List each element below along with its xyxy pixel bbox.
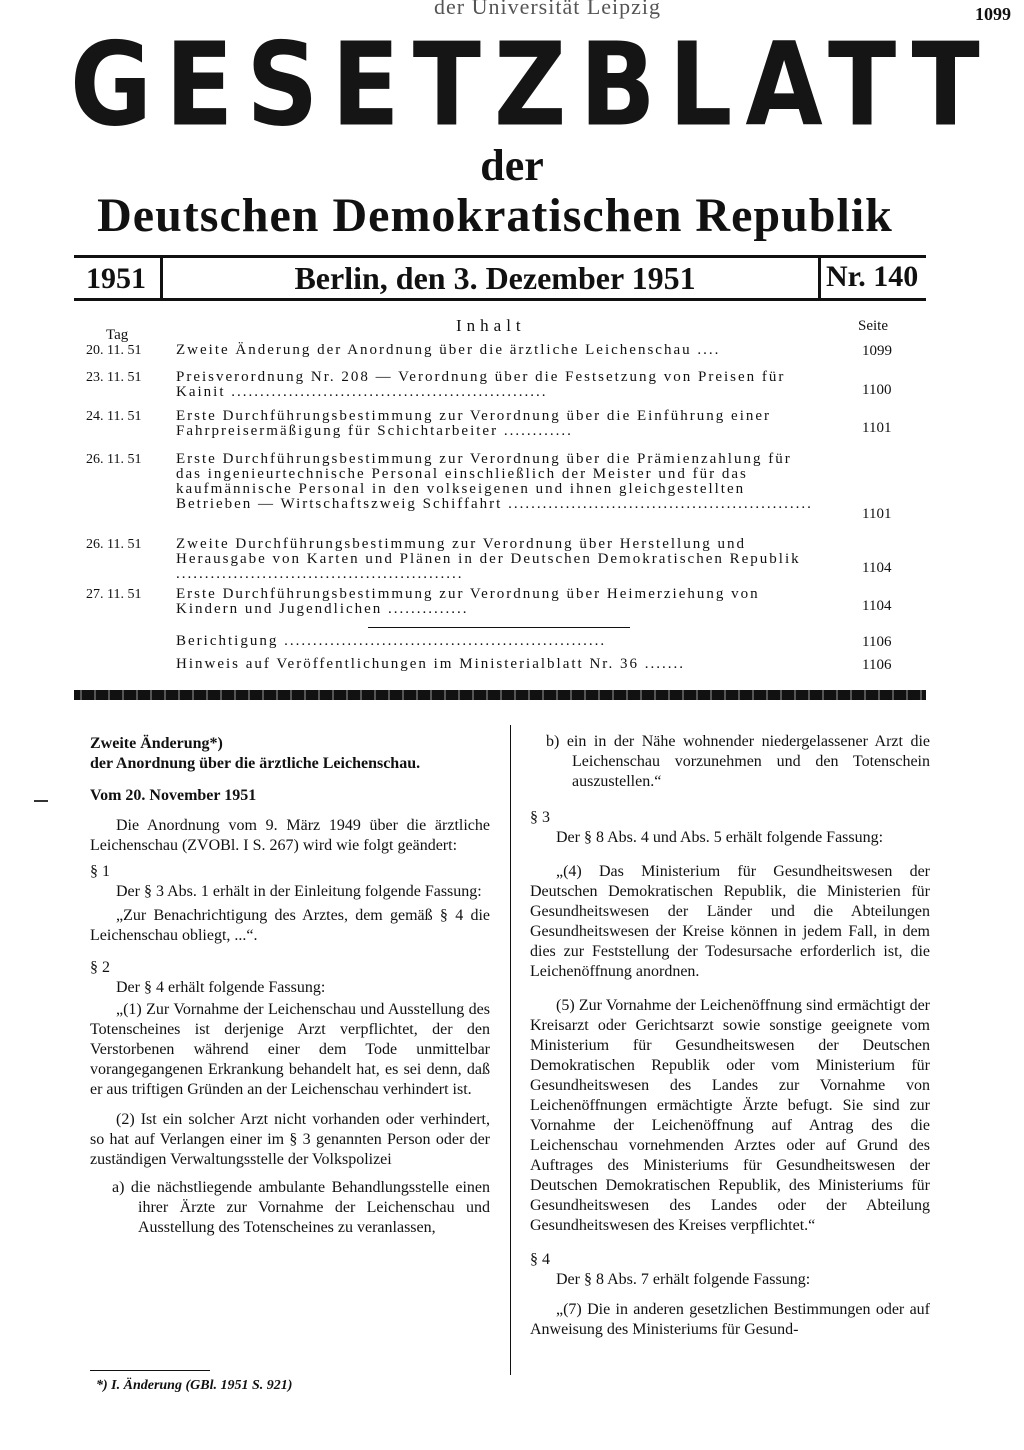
article-title-line2: der Anordnung über die ärztliche Leichenschau. bbox=[90, 755, 421, 772]
article-date: Vom 20. November 1951 bbox=[90, 787, 257, 804]
section-3-para-4: „(4) Das Ministerium für Gesundheitswesen der Deutschen Demokratischen Republik, die Ministerien für Gesundheitswesen der Länder und die Abteilungen Gesundheitswesen der Kreise können in jedem Fall, in dem dies zur Feststellung der Todesursache erforderlich ist, die Leichenöffnung anordnen. bbox=[530, 863, 930, 980]
toc-entry-title: Erste Durchführungsbestimmung zur Verordnung über Heimerziehung von Kindern und Jugendlichen .............. bbox=[176, 586, 760, 617]
section-3-text: Der § 8 Abs. 4 und Abs. 5 erhält folgende Fassung: bbox=[556, 829, 884, 846]
section-2-heading: § 2 bbox=[90, 959, 110, 976]
issue-year: 1951 bbox=[86, 262, 146, 295]
toc-entry-date: 27. 11. 51 bbox=[86, 587, 142, 602]
section-4-text: Der § 8 Abs. 7 erhält folgende Fassung: bbox=[556, 1271, 811, 1288]
page-number: 1099 bbox=[975, 4, 1011, 24]
header-rule-top bbox=[74, 255, 926, 258]
article-title-line1: Zweite Änderung*) bbox=[90, 735, 223, 752]
toc-entry-date: 20. 11. 51 bbox=[86, 343, 142, 358]
toc-entry-page: 1106 bbox=[862, 657, 892, 673]
toc-entry-title: Zweite Durchführungsbestimmung zur Verordnung über Herstellung und Herausgabe von Karten und Plänen in der Deutschen Demokratischen Republik .................................................. bbox=[176, 536, 801, 582]
section-3-para-5: (5) Zur Vornahme der Leichenöffnung sind ermächtigt der Kreisarzt oder Gerichtsarzt sowie sonstige geeignete vom Ministerium für Gesundheitswesen der Deutschen Demokratischen Republik oder vom Ministerium für Gesundheitswesen des Landes zur Vornahme von Leichenöffnungen ermächtigte Ärzte befugt. Sie sind zur Vornahme der Leichenöffnung auf Antrag des die Leichenschau vornehmenden Arztes oder auf Grund des Auftrages des Ministeriums für Gesundheitswesen der Deutschen Demokratischen Republik, des Ministeriums für Gesundheitswesen des Landes oder der Abteilung Gesundheitswesen des Kreises verpflichtet.“ bbox=[530, 997, 930, 1234]
toc-entry-date: 23. 11. 51 bbox=[86, 370, 142, 385]
toc-entry-title: Berichtigung ........................................................ bbox=[176, 633, 607, 649]
issue-number: Nr. 140 bbox=[826, 260, 919, 293]
toc-entry-page: 1104 bbox=[862, 598, 892, 614]
toc-col-tag: Tag bbox=[106, 327, 129, 343]
section-1-heading: § 1 bbox=[90, 863, 110, 880]
footnote: *) I. Änderung (GBl. 1951 S. 921) bbox=[96, 1378, 293, 1393]
issue-dateline: Berlin, den 3. Dezember 1951 bbox=[294, 260, 696, 296]
toc-entry-title: Erste Durchführungsbestimmung zur Verordnung über die Prämienzahlung für das ingenieurtechnische Personal einschließlich der Meister und für das kaufmännische Personal in den volkseigenen und ihnen gleichgestellten Betrieben — Wirtschaftszweig Schiffahrt ..................................................... bbox=[176, 451, 813, 512]
toc-entry-page: 1099 bbox=[862, 343, 892, 359]
toc-short-rule bbox=[368, 627, 630, 628]
toc-entry-title: Erste Durchführungsbestimmung zur Verordnung über die Einführung einer Fahrpreisermäßigung für Schichtarbeiter ............ bbox=[176, 408, 772, 439]
toc-entry-date: 26. 11. 51 bbox=[86, 452, 142, 467]
section-4-quote: „(7) Die in anderen gesetzlichen Bestimmungen oder auf Anweisung des Ministeriums für Gesund- bbox=[530, 1301, 930, 1338]
toc-entry-date: 26. 11. 51 bbox=[86, 537, 142, 552]
toc-entry-page: 1106 bbox=[862, 634, 892, 650]
section-2-item-a: a) die nächstliegende ambulante Behandlungsstelle einen ihrer Ärzte zur Vornahme der Leichenschau und Ausstellung des Totenscheines zu veranlassen, bbox=[112, 1179, 490, 1236]
toc-entry-title: Zweite Änderung der Anordnung über die ärztliche Leichenschau .... bbox=[176, 342, 721, 358]
margin-mark bbox=[34, 800, 48, 802]
toc-entry-page: 1101 bbox=[862, 506, 892, 522]
masthead-der: der bbox=[480, 141, 544, 190]
column-divider bbox=[510, 725, 511, 1375]
toc-entry-title: Hinweis auf Veröffentlichungen im Ministerialblatt Nr. 36 ....... bbox=[176, 656, 685, 672]
article-right-column bbox=[530, 732, 930, 1340]
footnote-rule bbox=[90, 1370, 210, 1371]
masthead-title: GESETZBLATT bbox=[70, 17, 993, 153]
toc-heading: Inhalt bbox=[456, 316, 526, 335]
header-divider-left bbox=[160, 255, 163, 300]
toc-entry-page: 1101 bbox=[862, 420, 892, 436]
article-left-column bbox=[90, 734, 490, 1238]
toc-entry-title: Preisverordnung Nr. 208 — Verordnung über die Festsetzung von Preisen für Kainit ....................................................... bbox=[176, 369, 786, 400]
library-stamp: der Universität Leipzig bbox=[434, 0, 662, 19]
section-2-text: Der § 4 erhält folgende Fassung: bbox=[116, 979, 326, 996]
masthead-republik: Deutschen Demokratischen Republik bbox=[97, 189, 893, 242]
toc-entry-date: 24. 11. 51 bbox=[86, 409, 142, 424]
toc-entry-page: 1104 bbox=[862, 560, 892, 576]
section-2-item-b: b) ein in der Nähe wohnender niedergelassener Arzt die Leichenschau vorzunehmen und den Totenschein auszustellen.“ bbox=[546, 733, 930, 790]
toc-separator-band bbox=[74, 690, 926, 700]
toc-entry-page: 1100 bbox=[862, 382, 892, 398]
article-intro: Die Anordnung vom 9. März 1949 über die ärztliche Leichenschau (ZVOBl. I S. 267) wird wie folgt geändert: bbox=[90, 817, 490, 854]
section-2-para-1: „(1) Zur Vornahme der Leichenschau und Ausstellung des Totenscheines ist derjenige Arzt verpflichtet, der den Verstorbenen während einer dem Tode unmittelbar vorangegangenen Erkrankung behandelt hat, es sei denn, daß er aus triftigen Gründen an der Leichenschau verhindert ist. bbox=[90, 1001, 490, 1098]
section-1-text: Der § 3 Abs. 1 erhält in der Einleitung folgende Fassung: bbox=[116, 883, 482, 900]
section-4-heading: § 4 bbox=[530, 1251, 550, 1268]
toc-col-seite: Seite bbox=[858, 318, 888, 334]
section-1-quote: „Zur Benachrichtigung des Arztes, dem gemäß § 4 die Leichenschau obliegt, ...“. bbox=[90, 907, 490, 944]
section-3-heading: § 3 bbox=[530, 809, 550, 826]
section-2-para-2: (2) Ist ein solcher Arzt nicht vorhanden oder verhindert, so hat auf Verlangen einer im § 3 genannten Person oder der zuständigen Verwaltungsstelle der Volkspolizei bbox=[90, 1111, 490, 1168]
header-rule-bottom bbox=[74, 298, 926, 301]
